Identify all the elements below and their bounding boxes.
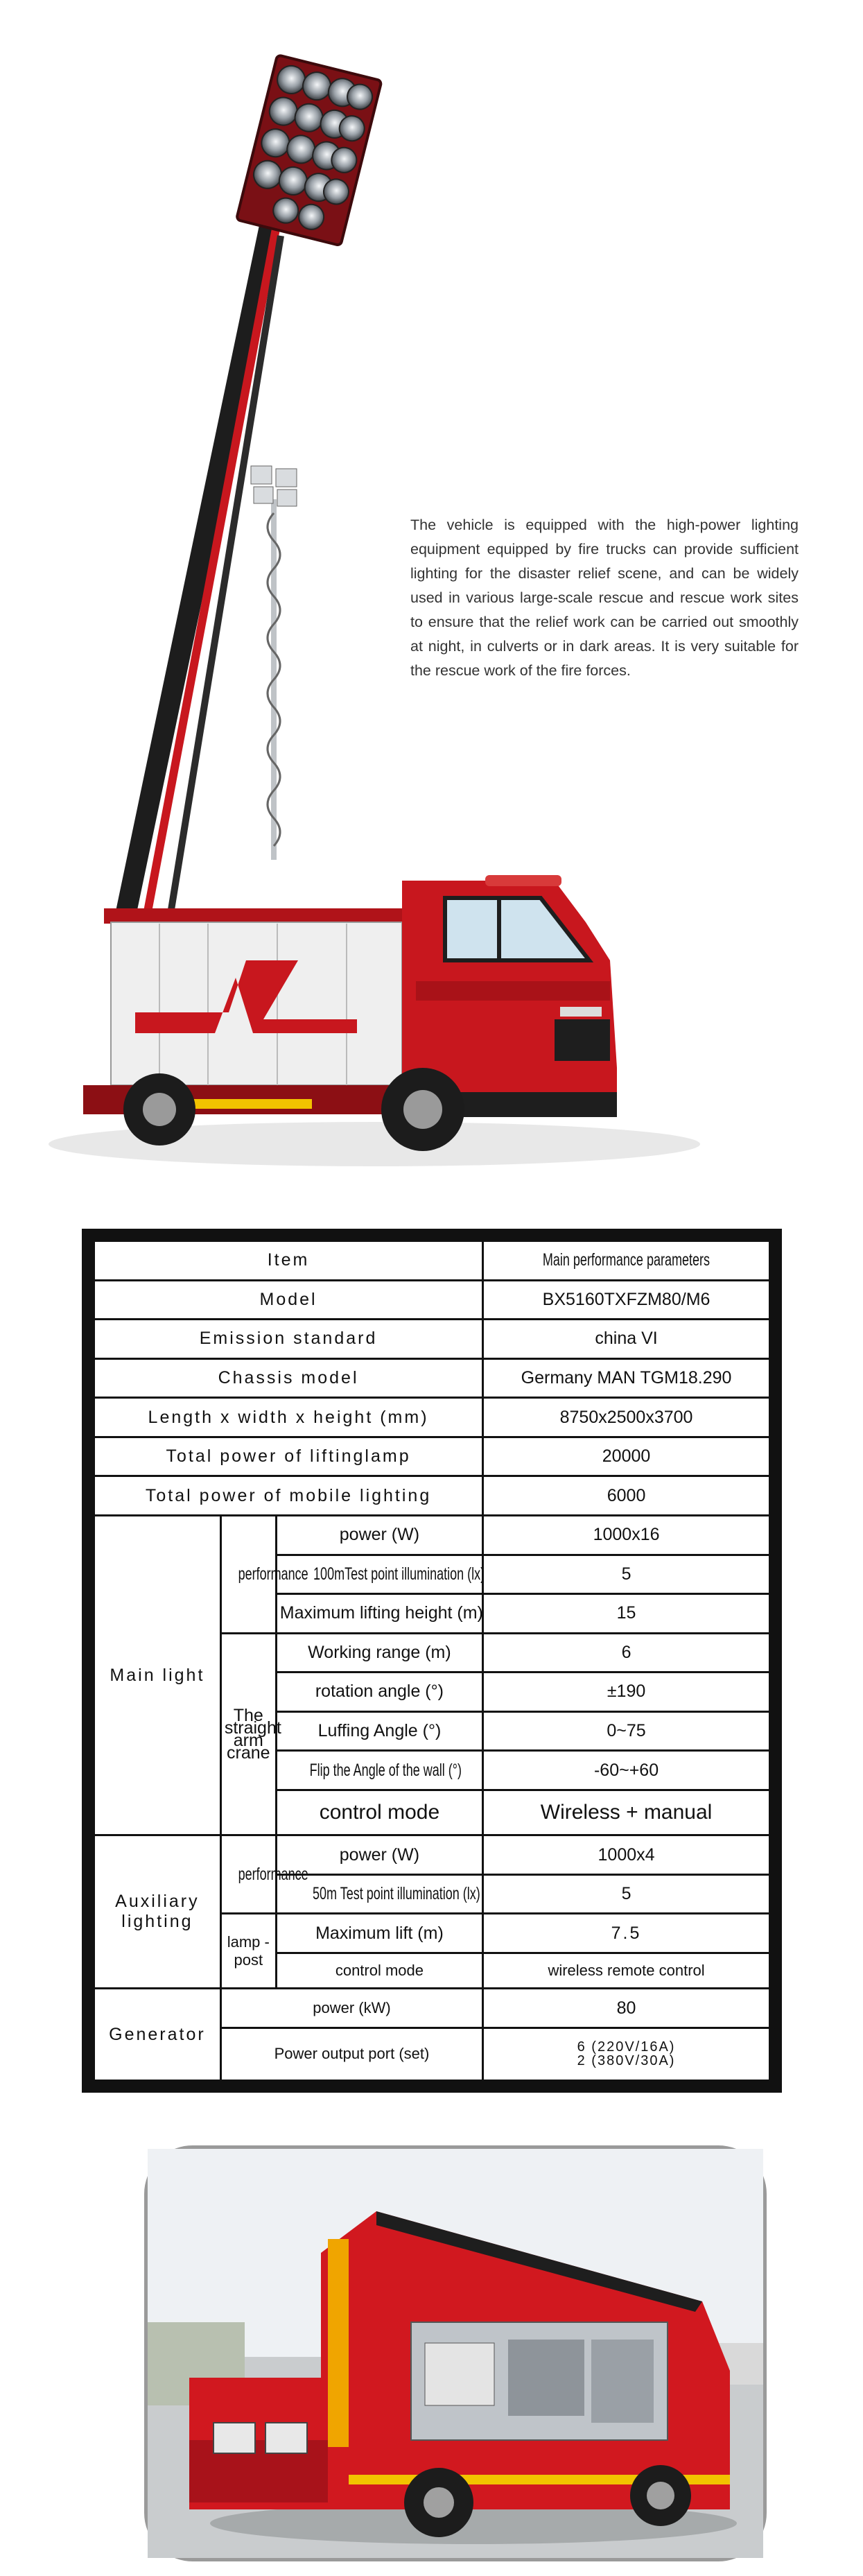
table-row bbox=[94, 1398, 770, 1437]
emission-label: Emission standard bbox=[94, 1320, 483, 1359]
main-light-crane: The straight arm crane bbox=[220, 1633, 276, 1835]
main-row-label: 100mTest point illumination (lx) bbox=[276, 1555, 482, 1594]
table-header-row bbox=[94, 1241, 770, 1281]
main-row-label: rotation angle (°) bbox=[276, 1672, 482, 1712]
main-row-label: control mode bbox=[276, 1790, 482, 1835]
model-value: BX5160TXFZM80/M6 bbox=[483, 1280, 770, 1320]
port-value-line: 6 (220V/16A) bbox=[577, 2039, 676, 2055]
lifting-label: Total power of liftinglamp bbox=[94, 1437, 483, 1476]
telescopic-boom bbox=[125, 216, 281, 919]
main-row-value: 0~75 bbox=[483, 1711, 770, 1751]
port-value-line: 2 (380V/30A) bbox=[577, 2053, 676, 2069]
header-params: Main performance parameters bbox=[483, 1241, 770, 1281]
table-row bbox=[94, 1515, 770, 1555]
aux-row-label: control mode bbox=[276, 1953, 482, 1988]
aux-performance: performance bbox=[220, 1835, 276, 1914]
aux-group: Auxiliary lighting bbox=[94, 1835, 221, 1989]
main-lamp-array bbox=[236, 55, 382, 245]
emission-value: china VI bbox=[483, 1320, 770, 1359]
main-row-value: 6 bbox=[483, 1633, 770, 1672]
aux-lamp-post: lamp - post bbox=[220, 1914, 276, 1989]
table-row bbox=[94, 1280, 770, 1320]
auxiliary-lamp-post bbox=[251, 466, 297, 860]
crane-truck-photo bbox=[144, 2145, 767, 2561]
chassis-value: Germany MAN TGM18.290 bbox=[483, 1358, 770, 1398]
aux-row-label: Maximum lift (m) bbox=[276, 1914, 482, 1953]
main-row-label: Luffing Angle (°) bbox=[276, 1711, 482, 1751]
aux-row-value: wireless remote control bbox=[483, 1953, 770, 1988]
main-row-value: Wireless + manual bbox=[483, 1790, 770, 1835]
main-row-label: Working range (m) bbox=[276, 1633, 482, 1672]
main-row-value: ±190 bbox=[483, 1672, 770, 1712]
main-row-value: 15 bbox=[483, 1594, 770, 1634]
header-item: Item bbox=[94, 1241, 483, 1281]
table-row bbox=[94, 1476, 770, 1516]
specification-table bbox=[82, 1229, 782, 2093]
model-label: Model bbox=[94, 1280, 483, 1320]
main-row-value: 5 bbox=[483, 1555, 770, 1594]
main-row-value: 1000x16 bbox=[483, 1515, 770, 1555]
generator-power-value: 80 bbox=[483, 1989, 770, 2028]
generator-power-label: power (kW) bbox=[220, 1989, 482, 2028]
table-row bbox=[94, 1835, 770, 1875]
aux-row-value: 1000x4 bbox=[483, 1835, 770, 1875]
lifting-value: 20000 bbox=[483, 1437, 770, 1476]
chassis-label: Chassis model bbox=[94, 1358, 483, 1398]
main-light-performance: performance bbox=[220, 1515, 276, 1633]
dims-label: Length x width x height (mm) bbox=[94, 1398, 483, 1437]
table-row bbox=[94, 1437, 770, 1476]
main-row-label: Flip the Angle of the wall (°) bbox=[276, 1751, 482, 1790]
dims-value: 8750x2500x3700 bbox=[483, 1398, 770, 1437]
main-row-value: -60~+60 bbox=[483, 1751, 770, 1790]
main-row-label: power (W) bbox=[276, 1515, 482, 1555]
generator-port-value bbox=[483, 2028, 770, 2080]
generator-group: Generator bbox=[94, 1989, 221, 2081]
generator-port-label: Power output port (set) bbox=[220, 2028, 482, 2080]
table-row bbox=[94, 1320, 770, 1359]
aux-row-label: 50m Test point illumination (lx) bbox=[276, 1874, 482, 1914]
aux-row-value: 7.5 bbox=[483, 1914, 770, 1953]
aux-row-label: power (W) bbox=[276, 1835, 482, 1875]
table-row bbox=[94, 1358, 770, 1398]
crane-truck-illustration bbox=[148, 2149, 763, 2558]
main-light-group: Main light bbox=[94, 1515, 221, 1835]
aux-row-value: 5 bbox=[483, 1874, 770, 1914]
vehicle-description: The vehicle is equipped with the high-power lighting equipment equipped by fire trucks can provide sufficient lighting for the disaster relief scene, and can be widely used in various large-scale rescue and rescue work sites to ensure that the relief work can be carried out smoothly at night, in culverts or in dark areas. It is very suitable for the rescue work of the fire forces. bbox=[410, 517, 799, 679]
mobile-value: 6000 bbox=[483, 1476, 770, 1516]
table-row bbox=[94, 1989, 770, 2028]
mobile-label: Total power of mobile lighting bbox=[94, 1476, 483, 1516]
main-row-label: Maximum lifting height (m) bbox=[276, 1594, 482, 1634]
